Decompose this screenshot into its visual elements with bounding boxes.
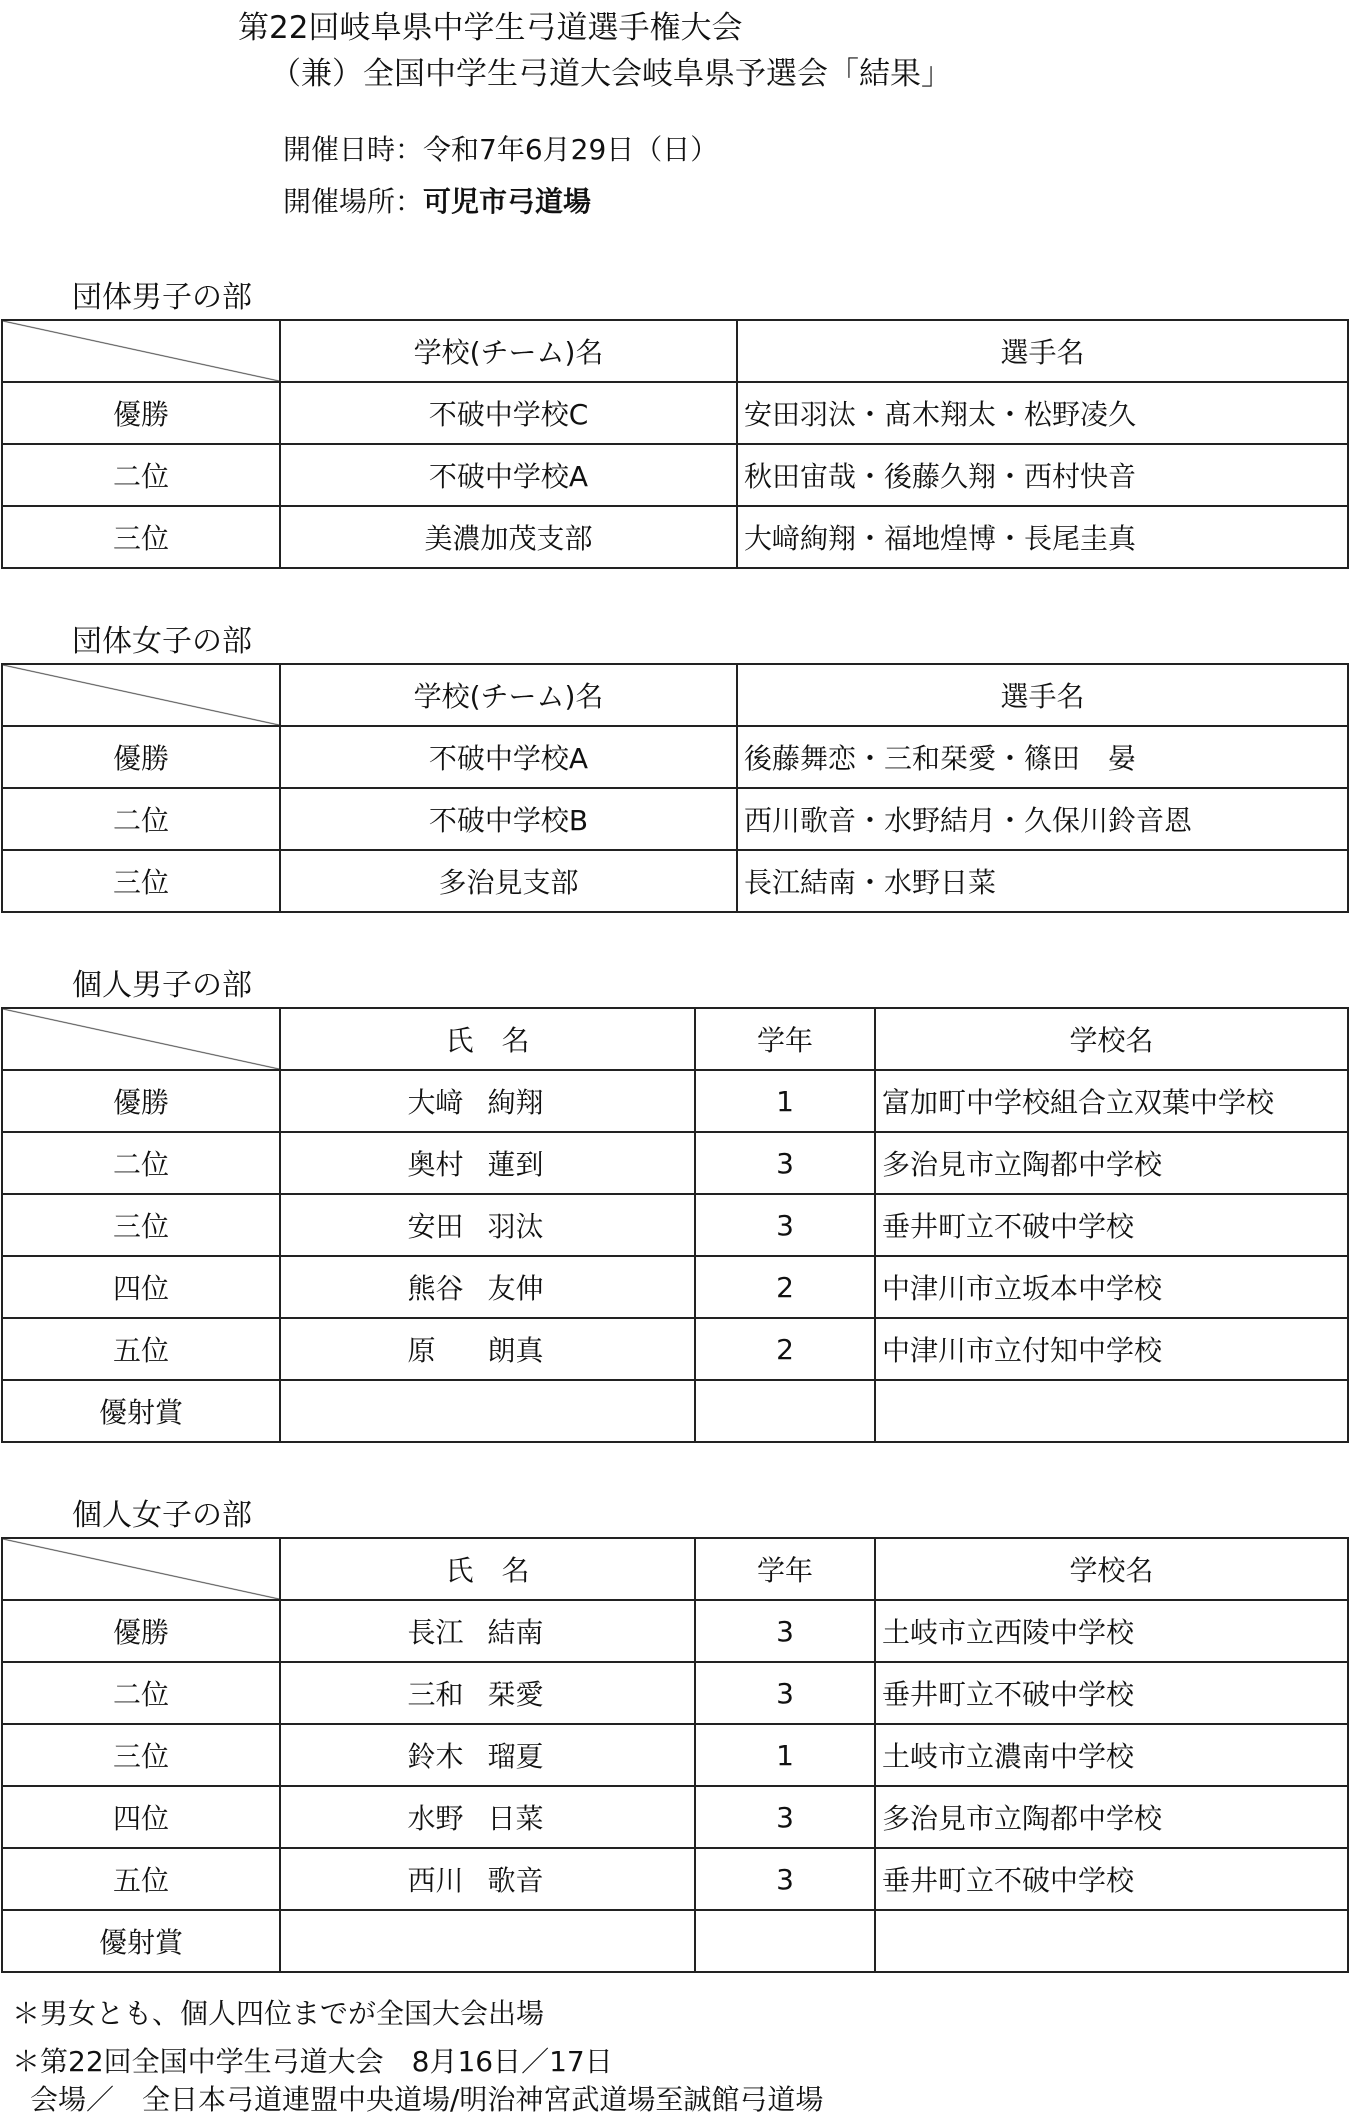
- table-row: [2, 382, 1348, 444]
- grade-cell: [695, 1910, 875, 1972]
- rank-cell: 四位: [2, 1256, 280, 1318]
- header-team: 学校(チーム)名: [280, 320, 737, 382]
- rank-cell: 五位: [2, 1848, 280, 1910]
- team-cell: 多治見支部: [280, 850, 737, 912]
- footer-note-qualification: ＊男女とも、個人四位までが全国大会出場: [12, 1997, 545, 2030]
- diagonal-header-cell: [2, 1008, 280, 1070]
- table-row: [2, 1132, 1348, 1194]
- header-name: 氏 名: [280, 1008, 695, 1070]
- rank-cell: 三位: [2, 1194, 280, 1256]
- event-venue: [283, 180, 591, 220]
- rank-cell: 三位: [2, 850, 280, 912]
- header-players: 選手名: [737, 320, 1348, 382]
- table-header-row: [2, 664, 1348, 726]
- team-cell: 不破中学校C: [280, 382, 737, 444]
- players-cell: 秋田宙哉・後藤久翔・西村快音: [737, 444, 1348, 506]
- table-row: [2, 1318, 1348, 1380]
- school-cell: 多治見市立陶都中学校: [875, 1786, 1348, 1848]
- event-venue-label: 開催場所：: [283, 185, 424, 218]
- table-header-row: [2, 1008, 1348, 1070]
- school-cell: 中津川市立坂本中学校: [875, 1256, 1348, 1318]
- team-cell: 美濃加茂支部: [280, 506, 737, 568]
- rank-cell: 二位: [2, 444, 280, 506]
- grade-cell: 3: [695, 1194, 875, 1256]
- school-cell: 垂井町立不破中学校: [875, 1194, 1348, 1256]
- name-cell: [280, 1380, 695, 1442]
- name-cell: [280, 1786, 695, 1848]
- grade-cell: 2: [695, 1318, 875, 1380]
- rank-cell: 四位: [2, 1786, 280, 1848]
- table-row: [2, 1786, 1348, 1848]
- header-school: 学校名: [875, 1538, 1348, 1600]
- surname: 奥村: [407, 1148, 464, 1181]
- header-players: 選手名: [737, 664, 1348, 726]
- given-name: 羽汰: [487, 1210, 544, 1243]
- name-cell: [280, 1910, 695, 1972]
- school-cell: 多治見市立陶都中学校: [875, 1132, 1348, 1194]
- name-cell: [280, 1600, 695, 1662]
- school-cell: 富加町中学校組合立双葉中学校: [875, 1070, 1348, 1132]
- name-cell: [280, 1662, 695, 1724]
- rank-cell: 三位: [2, 506, 280, 568]
- given-name: 蓮到: [487, 1148, 544, 1181]
- grade-cell: 3: [695, 1848, 875, 1910]
- name-cell: [280, 1256, 695, 1318]
- team-cell: 不破中学校A: [280, 444, 737, 506]
- header-grade: 学年: [695, 1538, 875, 1600]
- rank-cell: 優射賞: [2, 1910, 280, 1972]
- rank-cell: 優勝: [2, 726, 280, 788]
- school-cell: 土岐市立西陵中学校: [875, 1600, 1348, 1662]
- indiv-boys-table: [1, 1007, 1349, 1443]
- surname: 長江: [407, 1616, 464, 1649]
- name-cell: [280, 1194, 695, 1256]
- rank-cell: 二位: [2, 1662, 280, 1724]
- table-row: [2, 1600, 1348, 1662]
- players-cell: 安田羽汰・髙木翔太・松野凌久: [737, 382, 1348, 444]
- surname: 原: [407, 1334, 436, 1367]
- header-name: 氏 名: [280, 1538, 695, 1600]
- given-name: 友伸: [487, 1272, 544, 1305]
- name-cell: [280, 1724, 695, 1786]
- players-cell: 西川歌音・水野結月・久保川鈴音恩: [737, 788, 1348, 850]
- name-cell: [280, 1070, 695, 1132]
- table-row: [2, 1070, 1348, 1132]
- indiv-girls-table: [1, 1537, 1349, 1973]
- surname: 安田: [407, 1210, 464, 1243]
- section-title-team-boys: 団体男子の部: [72, 280, 252, 315]
- surname: 鈴木: [407, 1740, 464, 1773]
- diagonal-header-cell: [2, 320, 280, 382]
- table-header-row: [2, 1538, 1348, 1600]
- rank-cell: 三位: [2, 1724, 280, 1786]
- table-row: [2, 1256, 1348, 1318]
- section-title-team-girls: 団体女子の部: [72, 624, 252, 659]
- team-cell: 不破中学校B: [280, 788, 737, 850]
- grade-cell: 1: [695, 1070, 875, 1132]
- name-cell: [280, 1848, 695, 1910]
- players-cell: 大﨑絢翔・福地煌博・長尾圭真: [737, 506, 1348, 568]
- rank-cell: 優勝: [2, 1070, 280, 1132]
- table-row: [2, 788, 1348, 850]
- grade-cell: 2: [695, 1256, 875, 1318]
- grade-cell: 3: [695, 1786, 875, 1848]
- school-cell: 垂井町立不破中学校: [875, 1662, 1348, 1724]
- given-name: 栞愛: [487, 1678, 544, 1711]
- event-date-label: 開催日時：: [283, 133, 424, 166]
- table-row: [2, 850, 1348, 912]
- given-name: 絢翔: [487, 1086, 544, 1119]
- surname: 大﨑: [407, 1086, 464, 1119]
- given-name: 歌音: [487, 1864, 544, 1897]
- table-row: [2, 1910, 1348, 1972]
- rank-cell: 優射賞: [2, 1380, 280, 1442]
- rank-cell: 二位: [2, 1132, 280, 1194]
- table-row: [2, 506, 1348, 568]
- given-name: 結南: [487, 1616, 544, 1649]
- table-header-row: [2, 320, 1348, 382]
- rank-cell: 優勝: [2, 1600, 280, 1662]
- table-row: [2, 1724, 1348, 1786]
- table-row: [2, 726, 1348, 788]
- school-cell: [875, 1380, 1348, 1442]
- players-cell: 長江結南・水野日菜: [737, 850, 1348, 912]
- table-row: [2, 1662, 1348, 1724]
- grade-cell: 3: [695, 1600, 875, 1662]
- team-girls-table: [1, 663, 1349, 913]
- footer-note-national-event: ＊第22回全国中学生弓道大会 8月16日／17日: [12, 2045, 613, 2078]
- event-date: [283, 128, 718, 168]
- rank-cell: 五位: [2, 1318, 280, 1380]
- diagonal-header-cell: [2, 664, 280, 726]
- section-title-indiv-girls: 個人女子の部: [72, 1498, 252, 1533]
- players-cell: 後藤舞恋・三和栞愛・篠田 晏: [737, 726, 1348, 788]
- grade-cell: [695, 1380, 875, 1442]
- table-row: [2, 1848, 1348, 1910]
- surname: 水野: [407, 1802, 464, 1835]
- header-school: 学校名: [875, 1008, 1348, 1070]
- given-name: 瑠夏: [487, 1740, 544, 1773]
- surname: 西川: [407, 1864, 464, 1897]
- grade-cell: 1: [695, 1724, 875, 1786]
- name-cell: [280, 1132, 695, 1194]
- team-boys-table: [1, 319, 1349, 569]
- rank-cell: 二位: [2, 788, 280, 850]
- event-date-value: 令和7年6月29日（日）: [423, 133, 719, 166]
- table-row: [2, 1194, 1348, 1256]
- event-venue-value: 可児市弓道場: [423, 185, 592, 218]
- name-cell: [280, 1318, 695, 1380]
- school-cell: [875, 1910, 1348, 1972]
- school-cell: 垂井町立不破中学校: [875, 1848, 1348, 1910]
- given-name: 日菜: [487, 1802, 544, 1835]
- page-title-line2: （兼）全国中学生弓道大会岐阜県予選会「結果」: [270, 56, 952, 92]
- school-cell: 中津川市立付知中学校: [875, 1318, 1348, 1380]
- grade-cell: 3: [695, 1132, 875, 1194]
- table-row: [2, 1380, 1348, 1442]
- section-title-indiv-boys: 個人男子の部: [72, 968, 252, 1003]
- team-cell: 不破中学校A: [280, 726, 737, 788]
- header-grade: 学年: [695, 1008, 875, 1070]
- grade-cell: 3: [695, 1662, 875, 1724]
- header-team: 学校(チーム)名: [280, 664, 737, 726]
- rank-cell: 優勝: [2, 382, 280, 444]
- surname: 三和: [407, 1678, 464, 1711]
- given-name: 朗真: [487, 1334, 544, 1367]
- school-cell: 土岐市立濃南中学校: [875, 1724, 1348, 1786]
- page-title-line1: 第22回岐阜県中学生弓道選手権大会: [238, 10, 743, 46]
- table-row: [2, 444, 1348, 506]
- diagonal-header-cell: [2, 1538, 280, 1600]
- footer-note-venue: 会場／ 全日本弓道連盟中央道場/明治神宮武道場至誠館弓道場: [30, 2083, 824, 2116]
- surname: 熊谷: [407, 1272, 464, 1305]
